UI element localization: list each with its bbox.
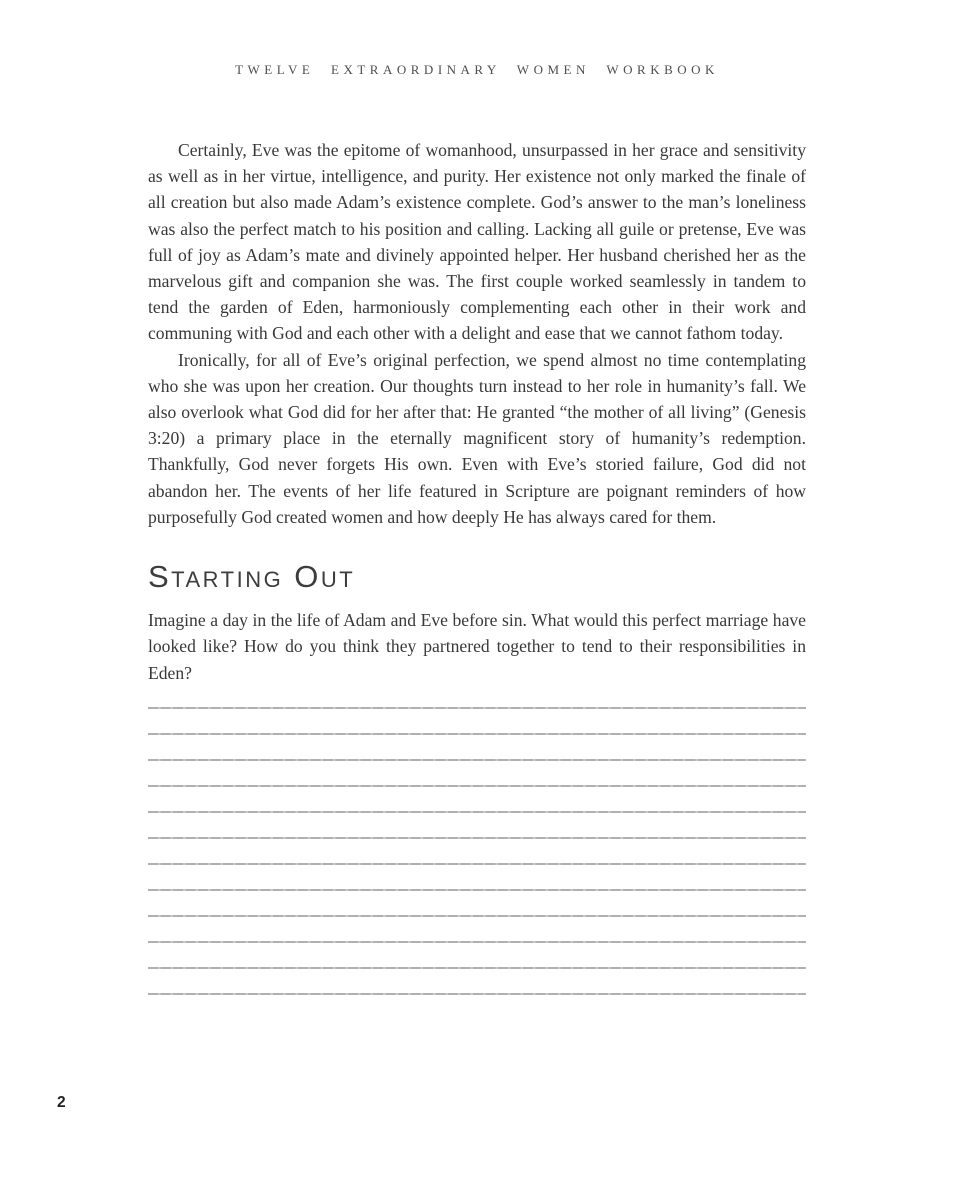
answer-line bbox=[148, 891, 806, 917]
answer-line bbox=[148, 839, 806, 865]
section-question: Imagine a day in the life of Adam and Eve before sin. What would this perfect marriage have looked like? How do you think they partnered together to tend to their responsibilities in Eden? bbox=[148, 610, 806, 683]
running-head: TWELVE EXTRAORDINARY WOMEN WORKBOOK bbox=[235, 62, 719, 77]
answer-line bbox=[148, 865, 806, 891]
answer-line bbox=[148, 735, 806, 761]
body-paragraph-2: Ironically, for all of Eve’s original perfection, we spend almost no time contemplating who she was upon her creation. Our thoughts turn instead to her role in humanity’s fall. We also overlook what God did for her after that: He granted “the mother of all living” (Genesis 3:20) a primary place in the eternally magnificent story of humanity’s redemption. Thankfully, God never forgets His own. Even with Eve’s storied failure, God did not abandon her. The events of her life featured in Scripture are poignant reminders of how purposefully God created women and how deeply He has always cared for them. bbox=[148, 349, 806, 527]
answer-lines bbox=[148, 686, 806, 995]
answer-line bbox=[148, 686, 806, 709]
page-content bbox=[148, 137, 806, 995]
answer-line bbox=[148, 917, 806, 943]
answer-line bbox=[148, 709, 806, 735]
section-heading-starting-out: Starting Out bbox=[148, 559, 356, 595]
answer-line bbox=[148, 969, 806, 995]
answer-line bbox=[148, 787, 806, 813]
page-number: 2 bbox=[57, 1094, 66, 1111]
answer-line bbox=[148, 813, 806, 839]
body-paragraph-1: Certainly, Eve was the epitome of womanhood, unsurpassed in her grace and sensitivity as well as in her virtue, intelligence, and purity. Her existence not only marked the finale of all creation but also made Adam’s existence complete. God’s answer to the man’s loneliness was also the perfect match to his position and calling. Lacking all guile or pretense, Eve was full of joy as Adam’s mate and divinely appointed helper. Her husband cherished her as the marvelous gift and companion she was. The first couple worked seamlessly in tandem to tend the garden of Eden, harmoniously complementing each other in their work and communing with God and each other with a delight and ease that we cannot fathom today. bbox=[148, 140, 806, 344]
answer-line bbox=[148, 943, 806, 969]
answer-line bbox=[148, 761, 806, 787]
